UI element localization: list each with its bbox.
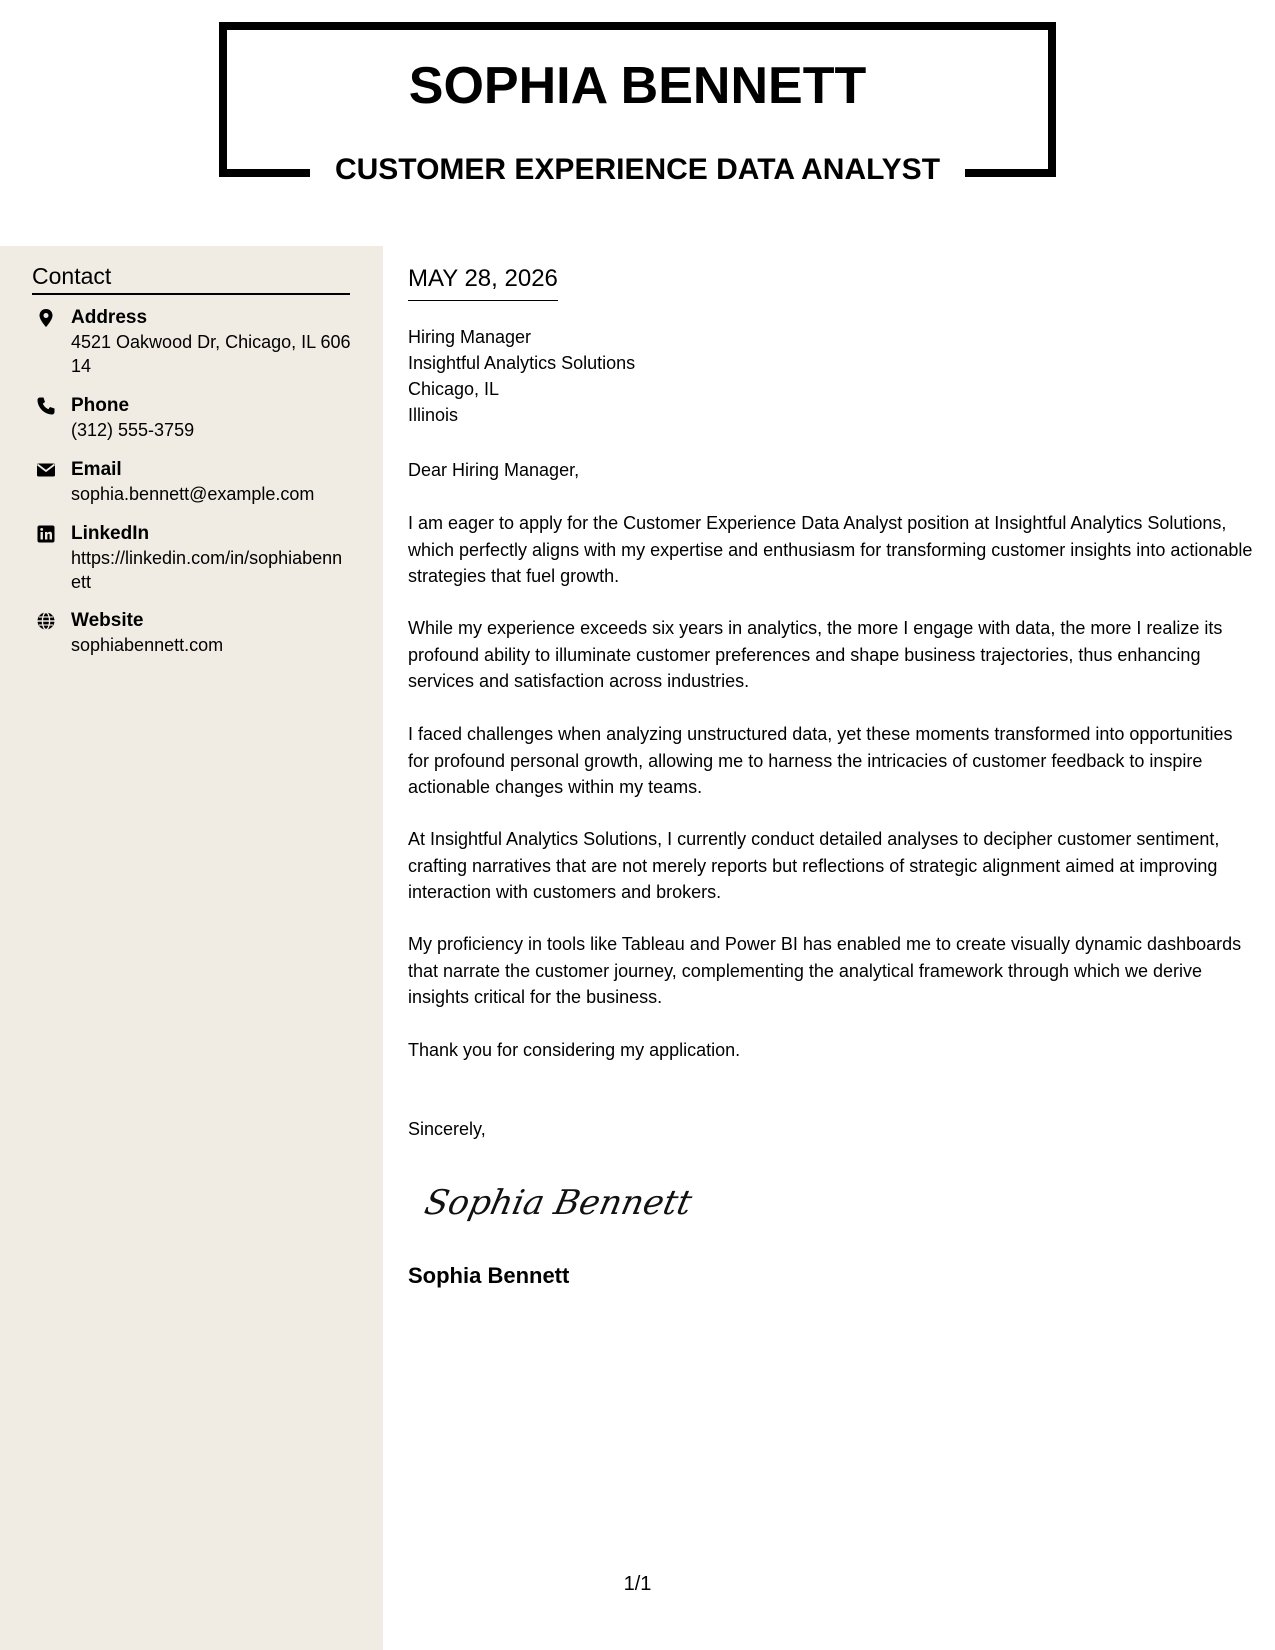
letter-date: MAY 28, 2026 [408,264,558,301]
contact-value: 4521 Oakwood Dr, Chicago, IL 60614 [71,332,351,376]
salutation: Dear Hiring Manager, [408,460,580,480]
contact-label: LinkedIn [71,523,150,544]
paragraph-2: While my experience exceeds six years in analytics, the more I engage with data, the more I realize its profound ability to illuminate customer preferences and shape business trajectories, thus enhancing services and satisfaction across industries. [408,618,1223,691]
applicant-name: SOPHIA BENNETT [408,57,867,115]
paragraph-4: At Insightful Analytics Solutions, I currently conduct detailed analyses to decipher customer sentiment, crafting narratives that are not merely reports but reflections of strategic alignment aimed at improving interaction with customers and brokers. [408,829,1220,902]
recipient-line: Chicago, IL [408,379,500,399]
contact-label: Address [71,307,148,328]
contact-value: https://linkedin.com/in/sophiabennett [71,548,343,592]
paragraph-1: I am eager to apply for the Customer Experience Data Analyst position at Insightful Analytics Solutions, which perfectly aligns with my expertise and enthusiasm for transforming customer insights into actionable strategies that fuel growth. [408,513,1253,586]
contact-heading: Contact [32,262,350,295]
recipient-line: Illinois [408,405,459,425]
recipient-line: Hiring Manager [408,327,532,347]
map-pin-icon [36,308,56,328]
contact-value: (312) 555-3759 [71,420,195,440]
signature-text: Sophia Bennett [421,1183,696,1223]
signer-name: Sophia Bennett [408,1263,570,1288]
job-title: CUSTOMER EXPERIENCE DATA ANALYST [310,150,965,190]
sign-off: Sincerely, [408,1119,486,1139]
handwritten-signature [420,1172,696,1232]
globe-icon [36,611,56,631]
phone-icon [36,396,56,416]
contact-value: sophiabennett.com [71,635,224,655]
contact-sidebar [0,246,383,1650]
envelope-icon [36,460,56,480]
paragraph-5: My proficiency in tools like Tableau and Power BI has enabled me to create visually dynamic dashboards that narrate the customer journey, complementing the analytical framework through which we derive insights critical for the business. [408,934,1242,1007]
closing-line: Thank you for considering my application. [408,1040,741,1060]
paragraph-3: I faced challenges when analyzing unstructured data, yet these moments transformed into opportunities for profound personal growth, allowing me to harness the intricacies of customer feedback to inspire actionable changes within my teams. [408,724,1233,797]
contact-value: sophia.bennett@example.com [71,484,315,504]
linkedin-icon [36,524,56,544]
contact-label: Website [71,610,144,631]
recipient-line: Insightful Analytics Solutions [408,353,636,373]
recipient-block [408,324,635,428]
contact-label: Phone [71,395,130,416]
contact-label: Email [71,459,122,480]
page-number: 1/1 [623,1573,652,1595]
